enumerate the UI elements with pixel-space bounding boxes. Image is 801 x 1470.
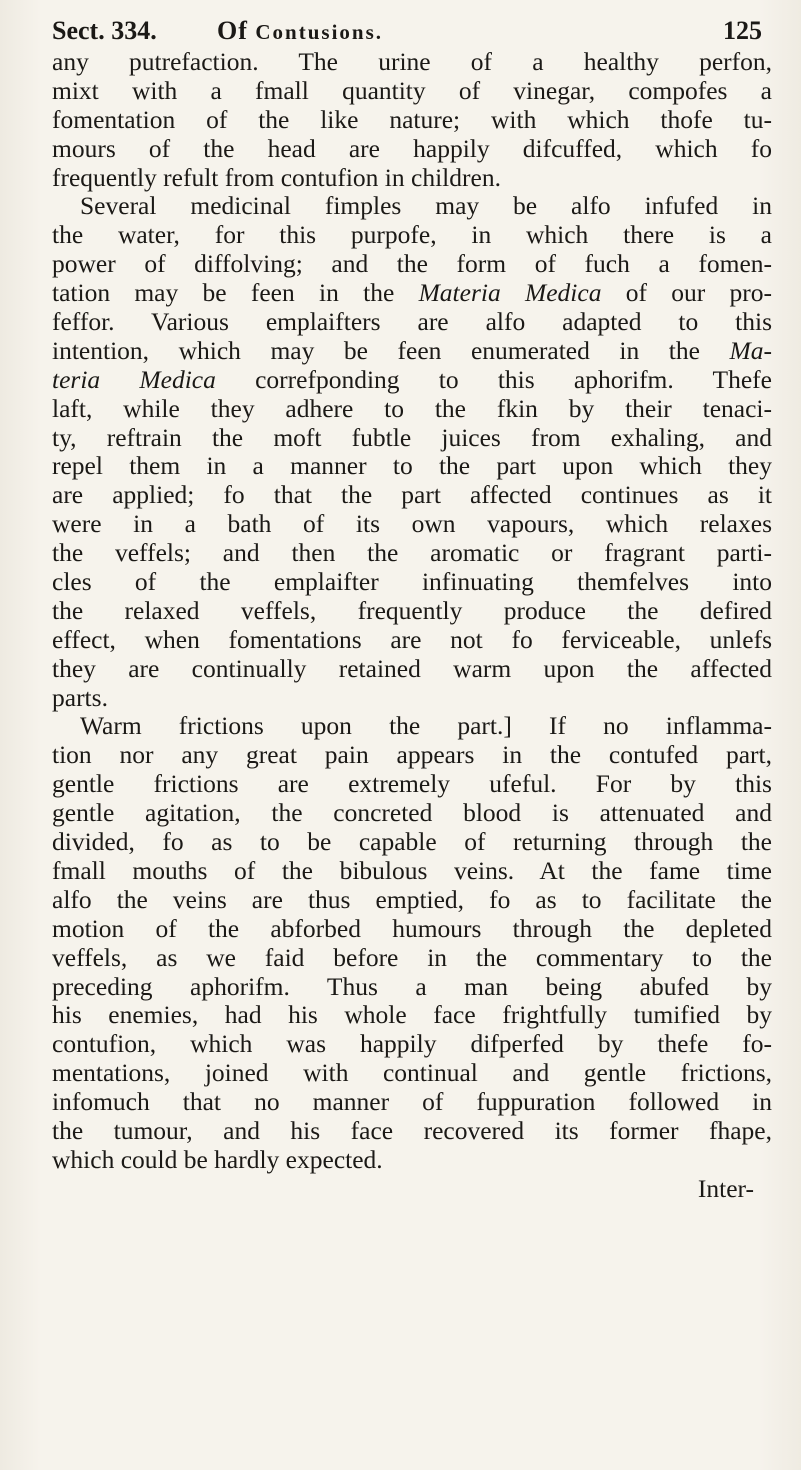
text-segment: feffor. Various emplaifters are alfo adapted to this (52, 307, 772, 337)
text-segment: the relaxed veffels, frequently produce the defired (52, 595, 772, 625)
text-segment: veffels, as we faid before in the commentary to the (52, 942, 772, 972)
text-segment: preceding aphorifm. Thus a man being abufed by (52, 971, 772, 1001)
text-segment: the water, for this purpofe, in which there is a (52, 220, 772, 250)
text-line (52, 944, 772, 973)
text-segment: which could be hardly expected. (52, 1144, 383, 1174)
text-line (52, 1117, 772, 1146)
text-segment: power of diffolving; and the form of fuch a fomen- (52, 249, 772, 279)
text-line (52, 828, 772, 857)
text-segment: gentle frictions are extremely ufeful. For by this (52, 769, 772, 799)
running-title (217, 14, 383, 49)
text-line (52, 770, 772, 799)
text-segment: intention, which may be feen enumerated in the (52, 335, 730, 365)
text-line (52, 250, 772, 279)
body-text (52, 48, 772, 1204)
text-line (52, 626, 772, 655)
text-line (52, 857, 772, 886)
text-segment: mixt with a fmall quantity of vinegar, compofes a (52, 75, 772, 105)
text-segment: tation may be feen in the (52, 278, 419, 308)
text-line (52, 568, 772, 597)
text-segment: alfo the veins are thus emptied, fo as to facilitate the (52, 884, 772, 914)
text-segment: tion nor any great pain appears in the contufed part, (52, 740, 772, 770)
italic-text: Ma- (729, 335, 772, 365)
text-line (52, 135, 772, 164)
text-segment: contufion, which was happily difperfed by thefe fo- (52, 1029, 772, 1059)
text-line (52, 915, 772, 944)
text-segment: fmall mouths of the bibulous veins. At the fame time (52, 855, 772, 885)
text-segment: mours of the head are happily difcuffed, which fo (52, 133, 772, 163)
text-segment: cles of the emplaifter infinuating themfelves into (52, 567, 772, 597)
text-segment: divided, fo as to be capable of returning through the (52, 827, 772, 857)
text-line (52, 452, 772, 481)
running-header (52, 14, 762, 48)
section-number: Sect. 334. (52, 16, 157, 45)
text-segment: were in a bath of its own vapours, which relaxes (52, 509, 772, 539)
text-line (52, 973, 772, 1002)
text-line (52, 337, 772, 366)
text-line (52, 366, 772, 395)
text-line (52, 799, 772, 828)
text-segment: of our pro- (601, 278, 772, 308)
page-number: 125 (723, 16, 762, 45)
text-segment: Warm frictions upon the part.] If no inflamma- (80, 711, 772, 741)
catchword (52, 1175, 772, 1204)
text-line (52, 539, 772, 568)
text-line (52, 77, 772, 106)
text-line (52, 106, 772, 135)
text-segment: are applied; fo that the part affected continues as it (52, 480, 772, 510)
text-segment: ty, reftrain the moft fubtle juices from exhaling, and (52, 422, 772, 452)
text-segment: mentations, joined with continual and gentle frictions, (52, 1058, 772, 1088)
text-line (52, 684, 772, 713)
text-line (52, 1001, 772, 1030)
text-segment: effect, when fomentations are not fo ferviceable, unlefs (52, 624, 772, 654)
text-line (52, 1088, 772, 1117)
text-line (52, 886, 772, 915)
text-segment: his enemies, had his whole face frightfully tumified by (52, 1000, 772, 1030)
italic-text: Materia Medica (418, 278, 602, 308)
text-line (52, 395, 772, 424)
text-line (52, 192, 772, 221)
text-line (52, 1059, 772, 1088)
text-segment: the tumour, and his face recovered its former fhape, (52, 1115, 772, 1145)
text-line (52, 221, 772, 250)
text-segment: Inter- (697, 1173, 754, 1203)
text-line (52, 279, 772, 308)
text-line (52, 712, 772, 741)
text-segment: infomuch that no manner of fuppuration followed in (52, 1087, 772, 1117)
text-segment: laft, while they adhere to the fkin by their tenaci- (52, 393, 772, 423)
running-title-main: Contusions. (255, 20, 384, 44)
text-line (52, 655, 772, 684)
text-segment: parts. (52, 682, 108, 712)
text-segment: fomentation of the like nature; with which thofe tu- (52, 104, 772, 134)
text-line (52, 510, 772, 539)
text-segment: they are continually retained warm upon the affected (52, 653, 772, 683)
text-line (52, 48, 772, 77)
running-title-prefix: Of (217, 16, 256, 45)
text-segment: gentle agitation, the concreted blood is attenuated and (52, 798, 772, 828)
text-segment: motion of the abforbed humours through the depleted (52, 913, 772, 943)
text-segment: any putrefaction. The urine of a healthy perfon, (52, 47, 772, 76)
text-line (52, 741, 772, 770)
text-segment: correfponding to this aphorifm. Thefe (215, 364, 772, 394)
text-line (52, 481, 772, 510)
text-line (52, 424, 772, 453)
text-line (52, 597, 772, 626)
text-segment: Several medicinal fimples may be alfo infufed in (80, 191, 772, 221)
text-segment: the veffels; and then the aromatic or fragrant parti- (52, 538, 772, 568)
italic-text: teria Medica (52, 364, 216, 394)
text-line (52, 1030, 772, 1059)
text-line (52, 1146, 772, 1175)
text-segment: frequently refult from contufion in children. (52, 162, 501, 192)
text-line (52, 164, 772, 193)
text-line (52, 308, 772, 337)
text-segment: repel them in a manner to the part upon which they (52, 451, 772, 481)
